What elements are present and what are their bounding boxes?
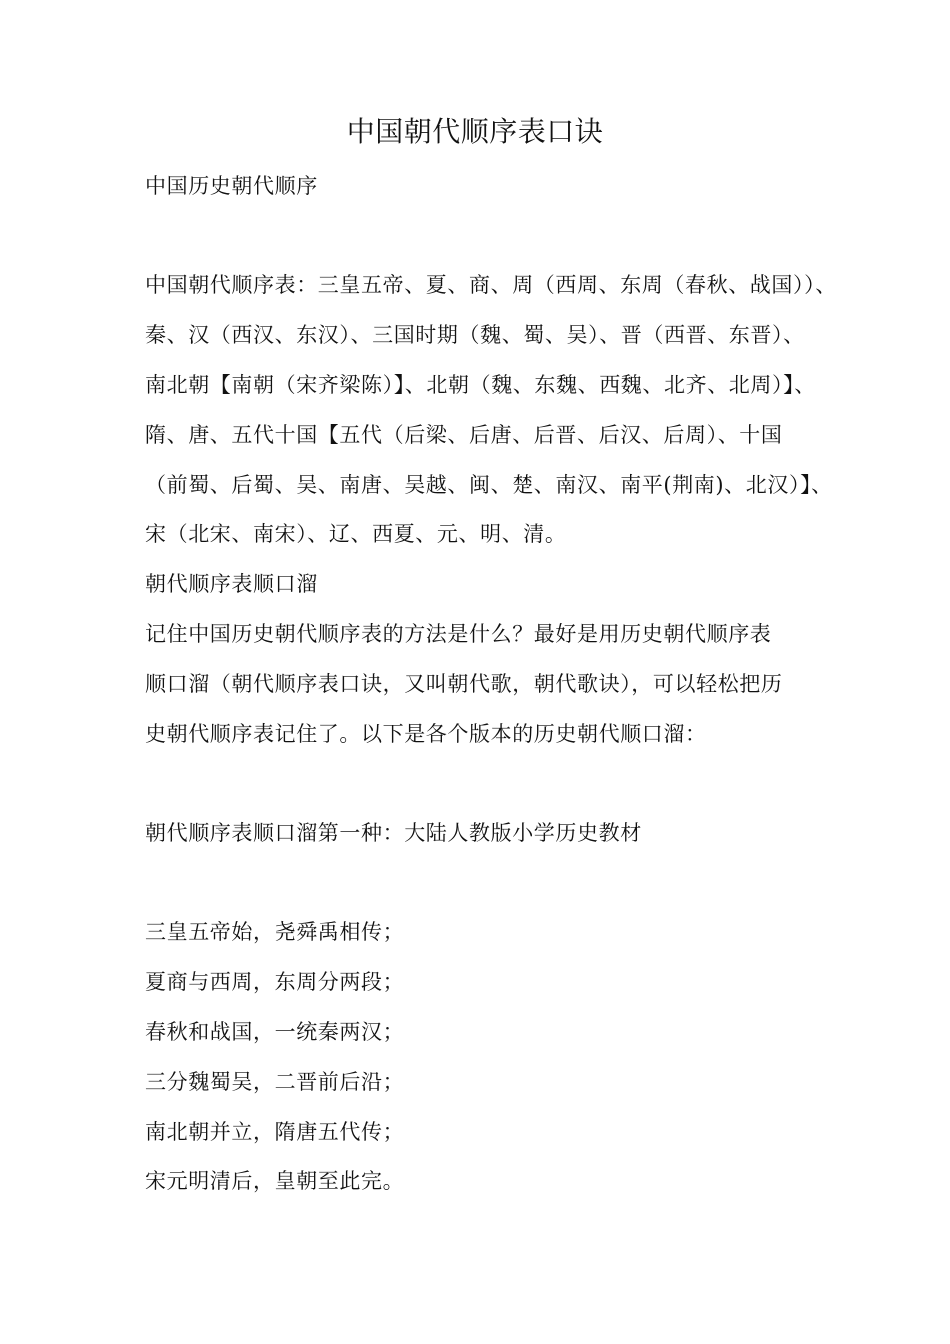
paragraph-line: 顺口溜（朝代顺序表口诀，又叫朝代歌，朝代歌诀），可以轻松把历 [145, 672, 783, 696]
verse-line: 春秋和战国，一统秦两汉； [145, 1020, 405, 1044]
verse-line: 南北朝并立，隋唐五代传； [145, 1120, 405, 1144]
paragraph-line: 秦、汉（西汉、东汉）、三国时期（魏、蜀、吴）、晋（西晋、东晋）、 [145, 323, 805, 347]
section-heading: 朝代顺序表顺口溜第一种：大陆人教版小学历史教材 [145, 821, 642, 845]
paragraph-line: 宋（北宋、南宋）、辽、西夏、元、明、清。 [145, 522, 567, 546]
paragraph-line: 中国朝代顺序表：三皇五帝、夏、商、周（西周、东周（春秋、战国））、 [145, 273, 837, 297]
document-title: 中国朝代顺序表口诀 [346, 115, 604, 148]
verse-line: 三皇五帝始，尧舜禹相传； [145, 920, 405, 944]
verse-line: 宋元明清后，皇朝至此完。 [145, 1169, 405, 1193]
verse-line: 夏商与西周，东周分两段； [145, 970, 405, 994]
paragraph-line: 隋、唐、五代十国【五代（后梁、后唐、后晋、后汉、后周）、十国 [145, 423, 783, 447]
verse-line: 三分魏蜀吴，二晋前后沿； [145, 1070, 405, 1094]
paragraph-line: 记住中国历史朝代顺序表的方法是什么？最好是用历史朝代顺序表 [145, 622, 772, 646]
section-heading: 朝代顺序表顺口溜 [145, 572, 318, 596]
section-heading: 中国历史朝代顺序 [145, 174, 318, 198]
paragraph-line: （前蜀、后蜀、吴、南唐、吴越、闽、楚、南汉、南平(荆南)、北汉）】、 [145, 473, 833, 497]
paragraph-line: 南北朝【南朝（宋齐梁陈）】、北朝（魏、东魏、西魏、北齐、北周）】、 [145, 373, 816, 397]
paragraph-line: 史朝代顺序表记住了。以下是各个版本的历史朝代顺口溜： [145, 722, 707, 746]
